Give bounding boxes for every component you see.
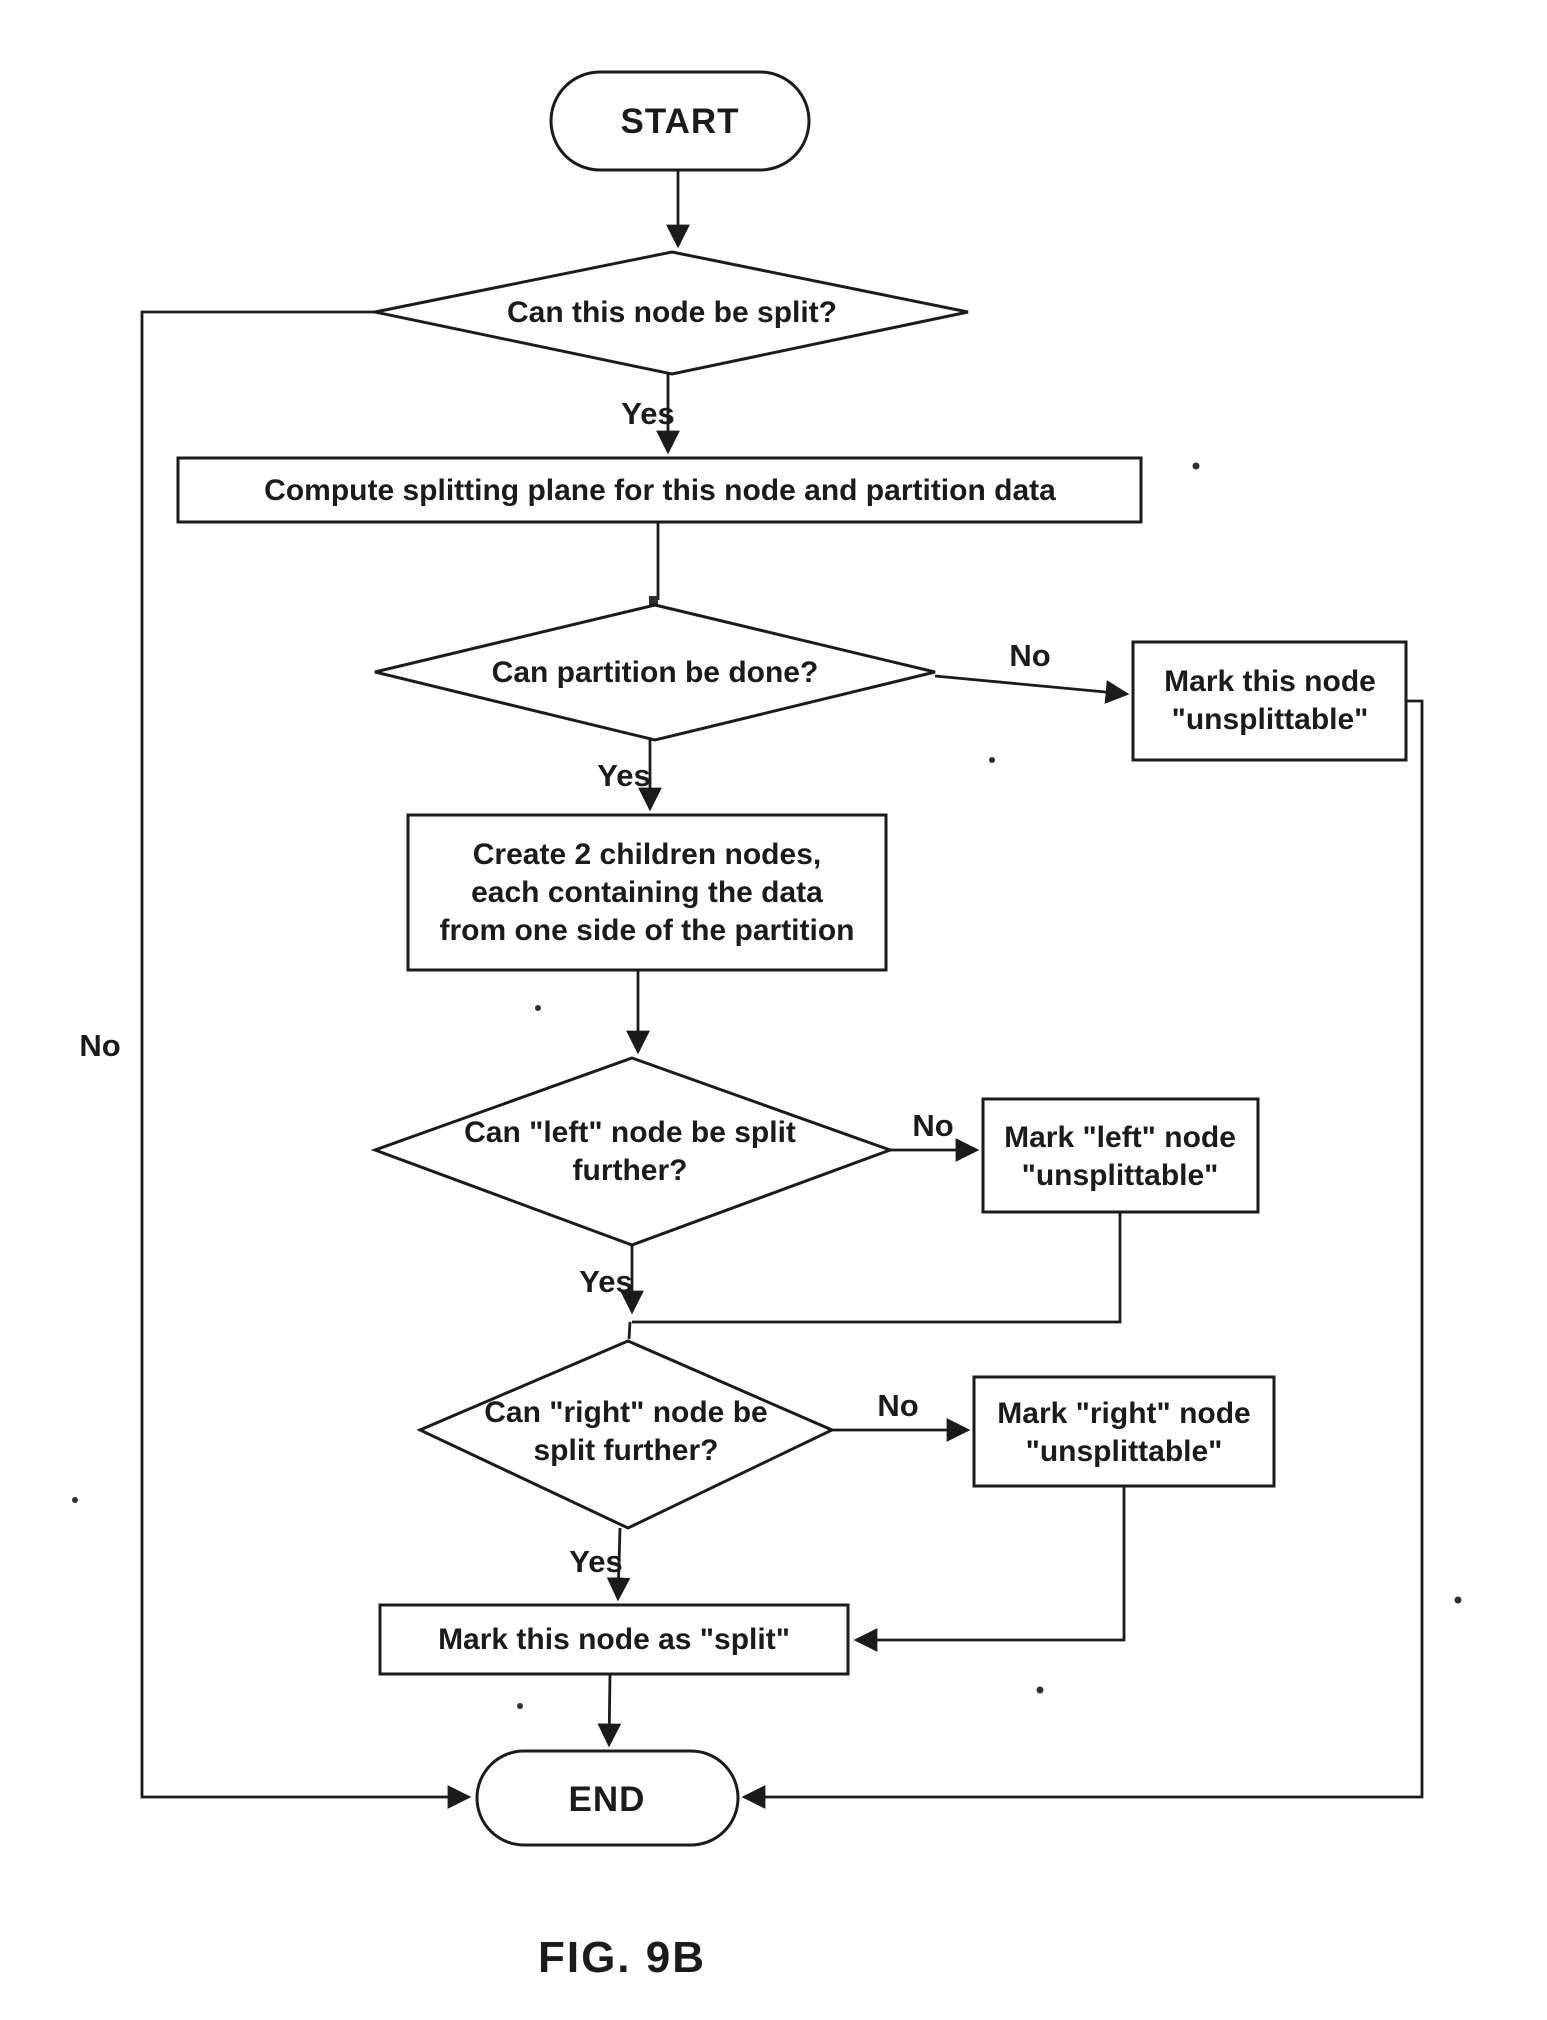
- process-mark-left-unsplittable-line1: Mark "left" node: [1004, 1121, 1236, 1154]
- scan-noise-dot: [72, 1497, 78, 1503]
- scan-noise-dot: [1037, 1687, 1044, 1694]
- figure-caption: FIG. 9B: [537, 1933, 707, 1982]
- start-label: START: [620, 102, 740, 141]
- process-mark-left-unsplittable: [983, 1099, 1258, 1212]
- start-node: [551, 72, 809, 170]
- scan-noise-dot: [517, 1703, 523, 1709]
- decision-can-right-split: [420, 1341, 832, 1528]
- decision-can-right-split-line2: split further?: [533, 1434, 719, 1467]
- edge-label-yes-left: Yes: [579, 1264, 633, 1299]
- decision-can-left-split-shape: [375, 1058, 890, 1245]
- edge-label-no-partition: No: [1009, 638, 1051, 673]
- process-mark-node-unsplittable-line1: Mark this node: [1164, 665, 1376, 698]
- process-compute-plane: [178, 458, 1141, 522]
- process-compute-plane-label: Compute splitting plane for this node and partition data: [264, 474, 1056, 507]
- decision-can-left-split-line2: further?: [572, 1154, 688, 1187]
- process-mark-node-unsplittable: [1133, 642, 1406, 760]
- process-create-children: [408, 815, 886, 970]
- process-mark-right-unsplittable-line2: "unsplittable": [1025, 1435, 1223, 1468]
- process-mark-split: [380, 1605, 848, 1674]
- process-mark-left-unsplittable-shape: [983, 1099, 1258, 1212]
- process-create-children-line1: Create 2 children nodes,: [472, 838, 822, 871]
- arrow-can-partition-no: [935, 676, 1127, 694]
- edge-label-yes-right: Yes: [569, 1544, 623, 1579]
- scan-noise-dot: [535, 1005, 541, 1011]
- scan-noise-dot: [1455, 1597, 1462, 1604]
- decision-can-partition-label: Can partition be done?: [491, 656, 819, 689]
- process-mark-left-unsplittable-line2: "unsplittable": [1021, 1159, 1219, 1192]
- process-create-children-line3: from one side of the partition: [439, 914, 855, 947]
- end-node: [477, 1751, 738, 1845]
- edge-label-yes-partition: Yes: [597, 758, 651, 793]
- path-can-split-no-to-end: [142, 312, 469, 1797]
- process-create-children-line2: each containing the data: [471, 876, 823, 909]
- process-mark-right-unsplittable: [974, 1377, 1274, 1486]
- decision-can-split-label: Can this node be split?: [506, 296, 838, 329]
- decision-can-right-split-line1: Can "right" node be: [484, 1396, 768, 1429]
- process-mark-node-unsplittable-line2: "unsplittable": [1171, 703, 1369, 736]
- edge-label-no-root: No: [79, 1028, 121, 1063]
- scan-noise-dot: [989, 757, 995, 763]
- process-mark-node-unsplittable-shape: [1133, 642, 1406, 760]
- decision-can-partition: [375, 605, 935, 740]
- edge-label-no-right: No: [877, 1388, 919, 1423]
- connector-dot: [649, 596, 658, 605]
- edge-label-yes-root: Yes: [621, 396, 675, 431]
- scan-noise-dot: [1193, 463, 1200, 470]
- process-mark-split-label: Mark this node as "split": [438, 1623, 790, 1656]
- arrow-mark-split-to-end: [609, 1674, 610, 1745]
- path-mark-right-to-mark-split: [856, 1486, 1124, 1640]
- path-mark-left-to-junction: [632, 1212, 1120, 1322]
- decision-can-split: [375, 252, 968, 374]
- process-mark-right-unsplittable-shape: [974, 1377, 1274, 1486]
- decision-can-left-split-line1: Can "left" node be split: [464, 1116, 796, 1149]
- line-junction-to-can-right: [629, 1322, 630, 1339]
- decision-can-left-split: [375, 1058, 890, 1245]
- edge-label-no-left: No: [912, 1108, 954, 1143]
- end-label: END: [568, 1780, 646, 1819]
- process-mark-right-unsplittable-line1: Mark "right" node: [997, 1397, 1251, 1430]
